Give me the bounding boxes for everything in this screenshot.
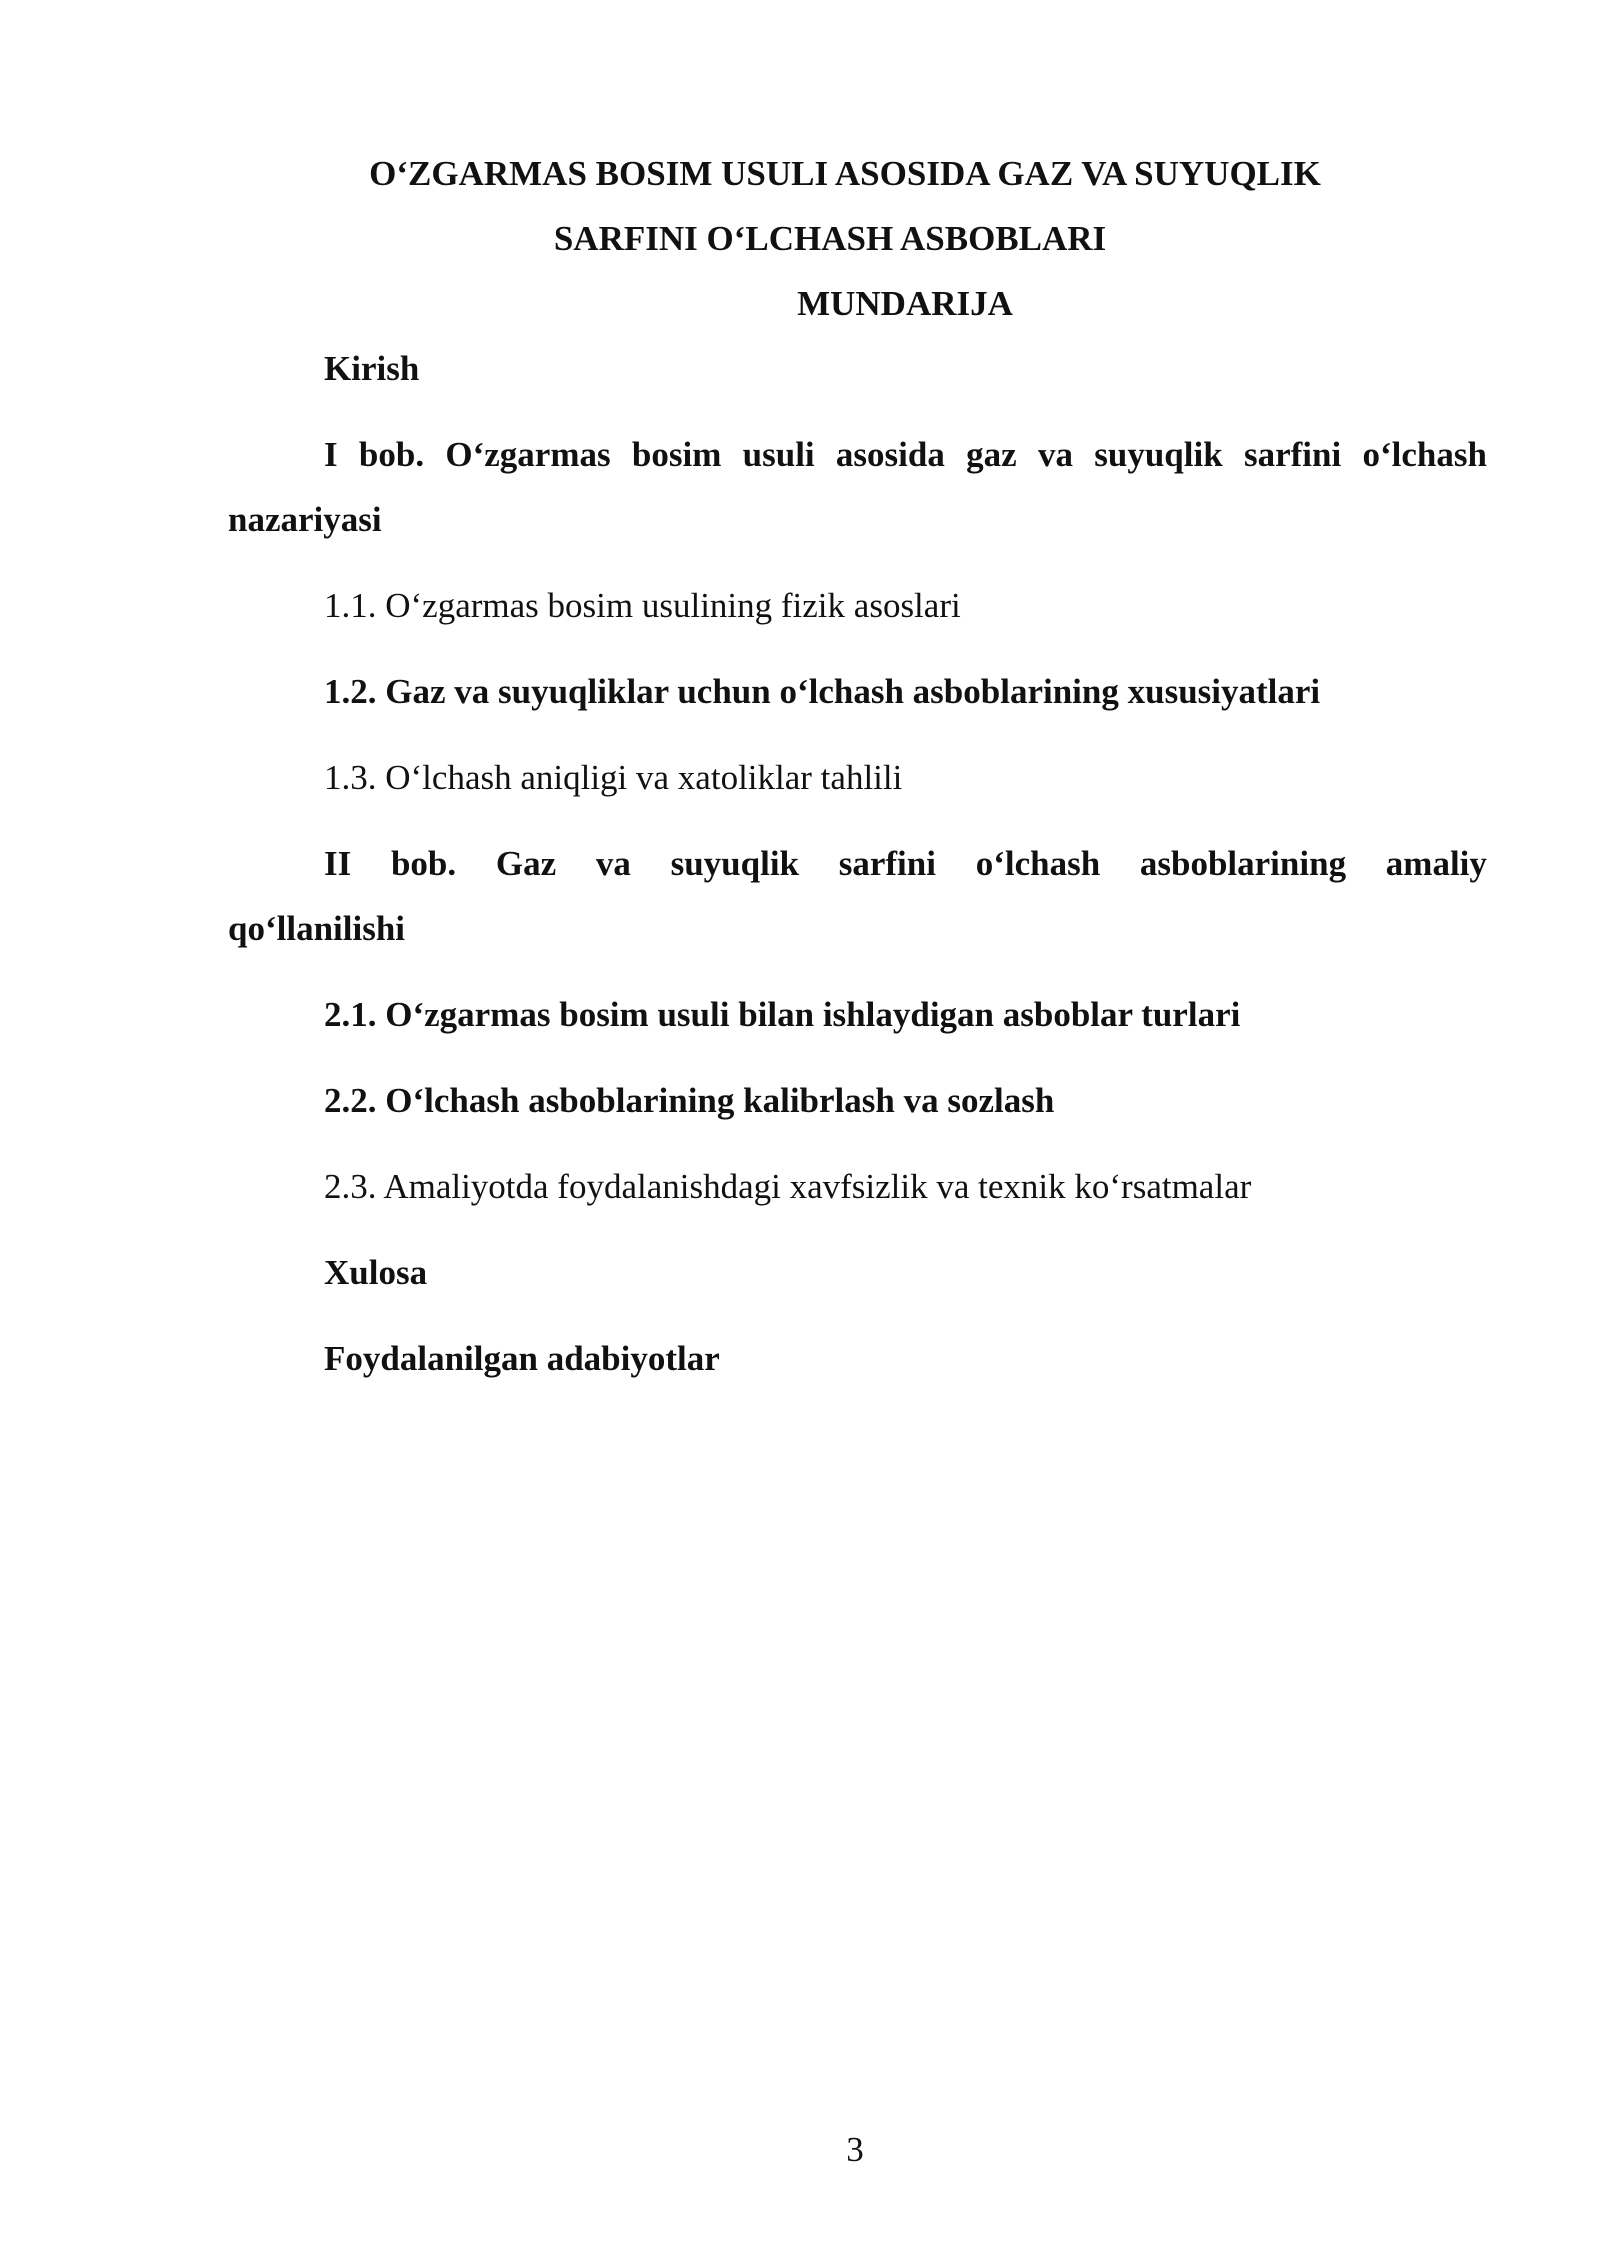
chapter-2-title-word: sarfini [838,844,936,883]
toc-entry-intro: Kirish [324,349,420,388]
toc-entry-references: Foydalanilgan adabiyotlar [324,1339,720,1378]
chapter-2-title-word: amaliy [1385,844,1487,883]
toc-entry-section-2-1: 2.1. O‘zgarmas bosim usuli bilan ishlaydigan asboblar turlari [324,995,1241,1034]
chapter-1-title-line-2: nazariyasi [228,500,382,539]
chapter-2-title-word: Gaz [495,844,557,883]
chapter-2-title-word: va [595,844,631,883]
chapter-2-title-line-1 [324,842,1487,886]
chapter-2-title-line-2: qo‘llanilishi [228,909,406,948]
chapter-1-title-word: bosim [631,435,722,474]
document-title-line-2: SARFINI O‘LCHASH ASBOBLARI [553,219,1107,258]
chapter-1-title-word: usuli [742,435,815,474]
toc-entry-conclusion: Xulosa [324,1253,428,1292]
document-title-line-1: O‘ZGARMAS BOSIM USULI ASOSIDA GAZ VA SUYUQLIK [369,154,1321,193]
chapter-1-title-word: I [324,435,338,474]
chapter-1-title-word: sarfini [1243,435,1342,474]
chapter-1-title-line-1 [324,433,1487,477]
chapter-2-title-word: II [324,844,352,883]
toc-entry-section-1-2: 1.2. Gaz va suyuqliklar uchun o‘lchash asboblarining xususiyatlari [324,672,1321,711]
chapter-1-title-word: O‘zgarmas [445,435,611,474]
chapter-1-title-word: bob. [358,435,425,474]
chapter-2-title-word: asboblarining [1139,844,1347,883]
chapter-1-title-word: asosida [835,435,945,474]
toc-entry-section-2-3: 2.3. Amaliyotda foydalanishdagi xavfsizlik va texnik ko‘rsatmalar [324,1167,1252,1206]
chapter-1-title-word: gaz [966,435,1017,474]
toc-entry-chapter-2 [324,842,1487,886]
toc-entry-section-2-2: 2.2. O‘lchash asboblarining kalibrlash va sozlash [324,1081,1055,1120]
chapter-2-title-word: suyuqlik [670,844,800,883]
contents-heading: MUNDARIJA [797,284,1013,323]
toc-entry-section-1-1: 1.1. O‘zgarmas bosim usulining fizik asoslari [324,586,961,625]
chapter-2-title-word: bob. [390,844,457,883]
chapter-2-title-word: o‘lchash [975,844,1101,883]
page-number: 3 [846,2130,864,2169]
toc-entry-chapter-1 [324,433,1487,477]
chapter-1-title-word: va [1037,435,1073,474]
chapter-1-title-word: o‘lchash [1362,435,1487,474]
toc-entry-section-1-3: 1.3. O‘lchash aniqligi va xatoliklar tahlili [324,758,903,797]
chapter-1-title-word: suyuqlik [1094,435,1223,474]
